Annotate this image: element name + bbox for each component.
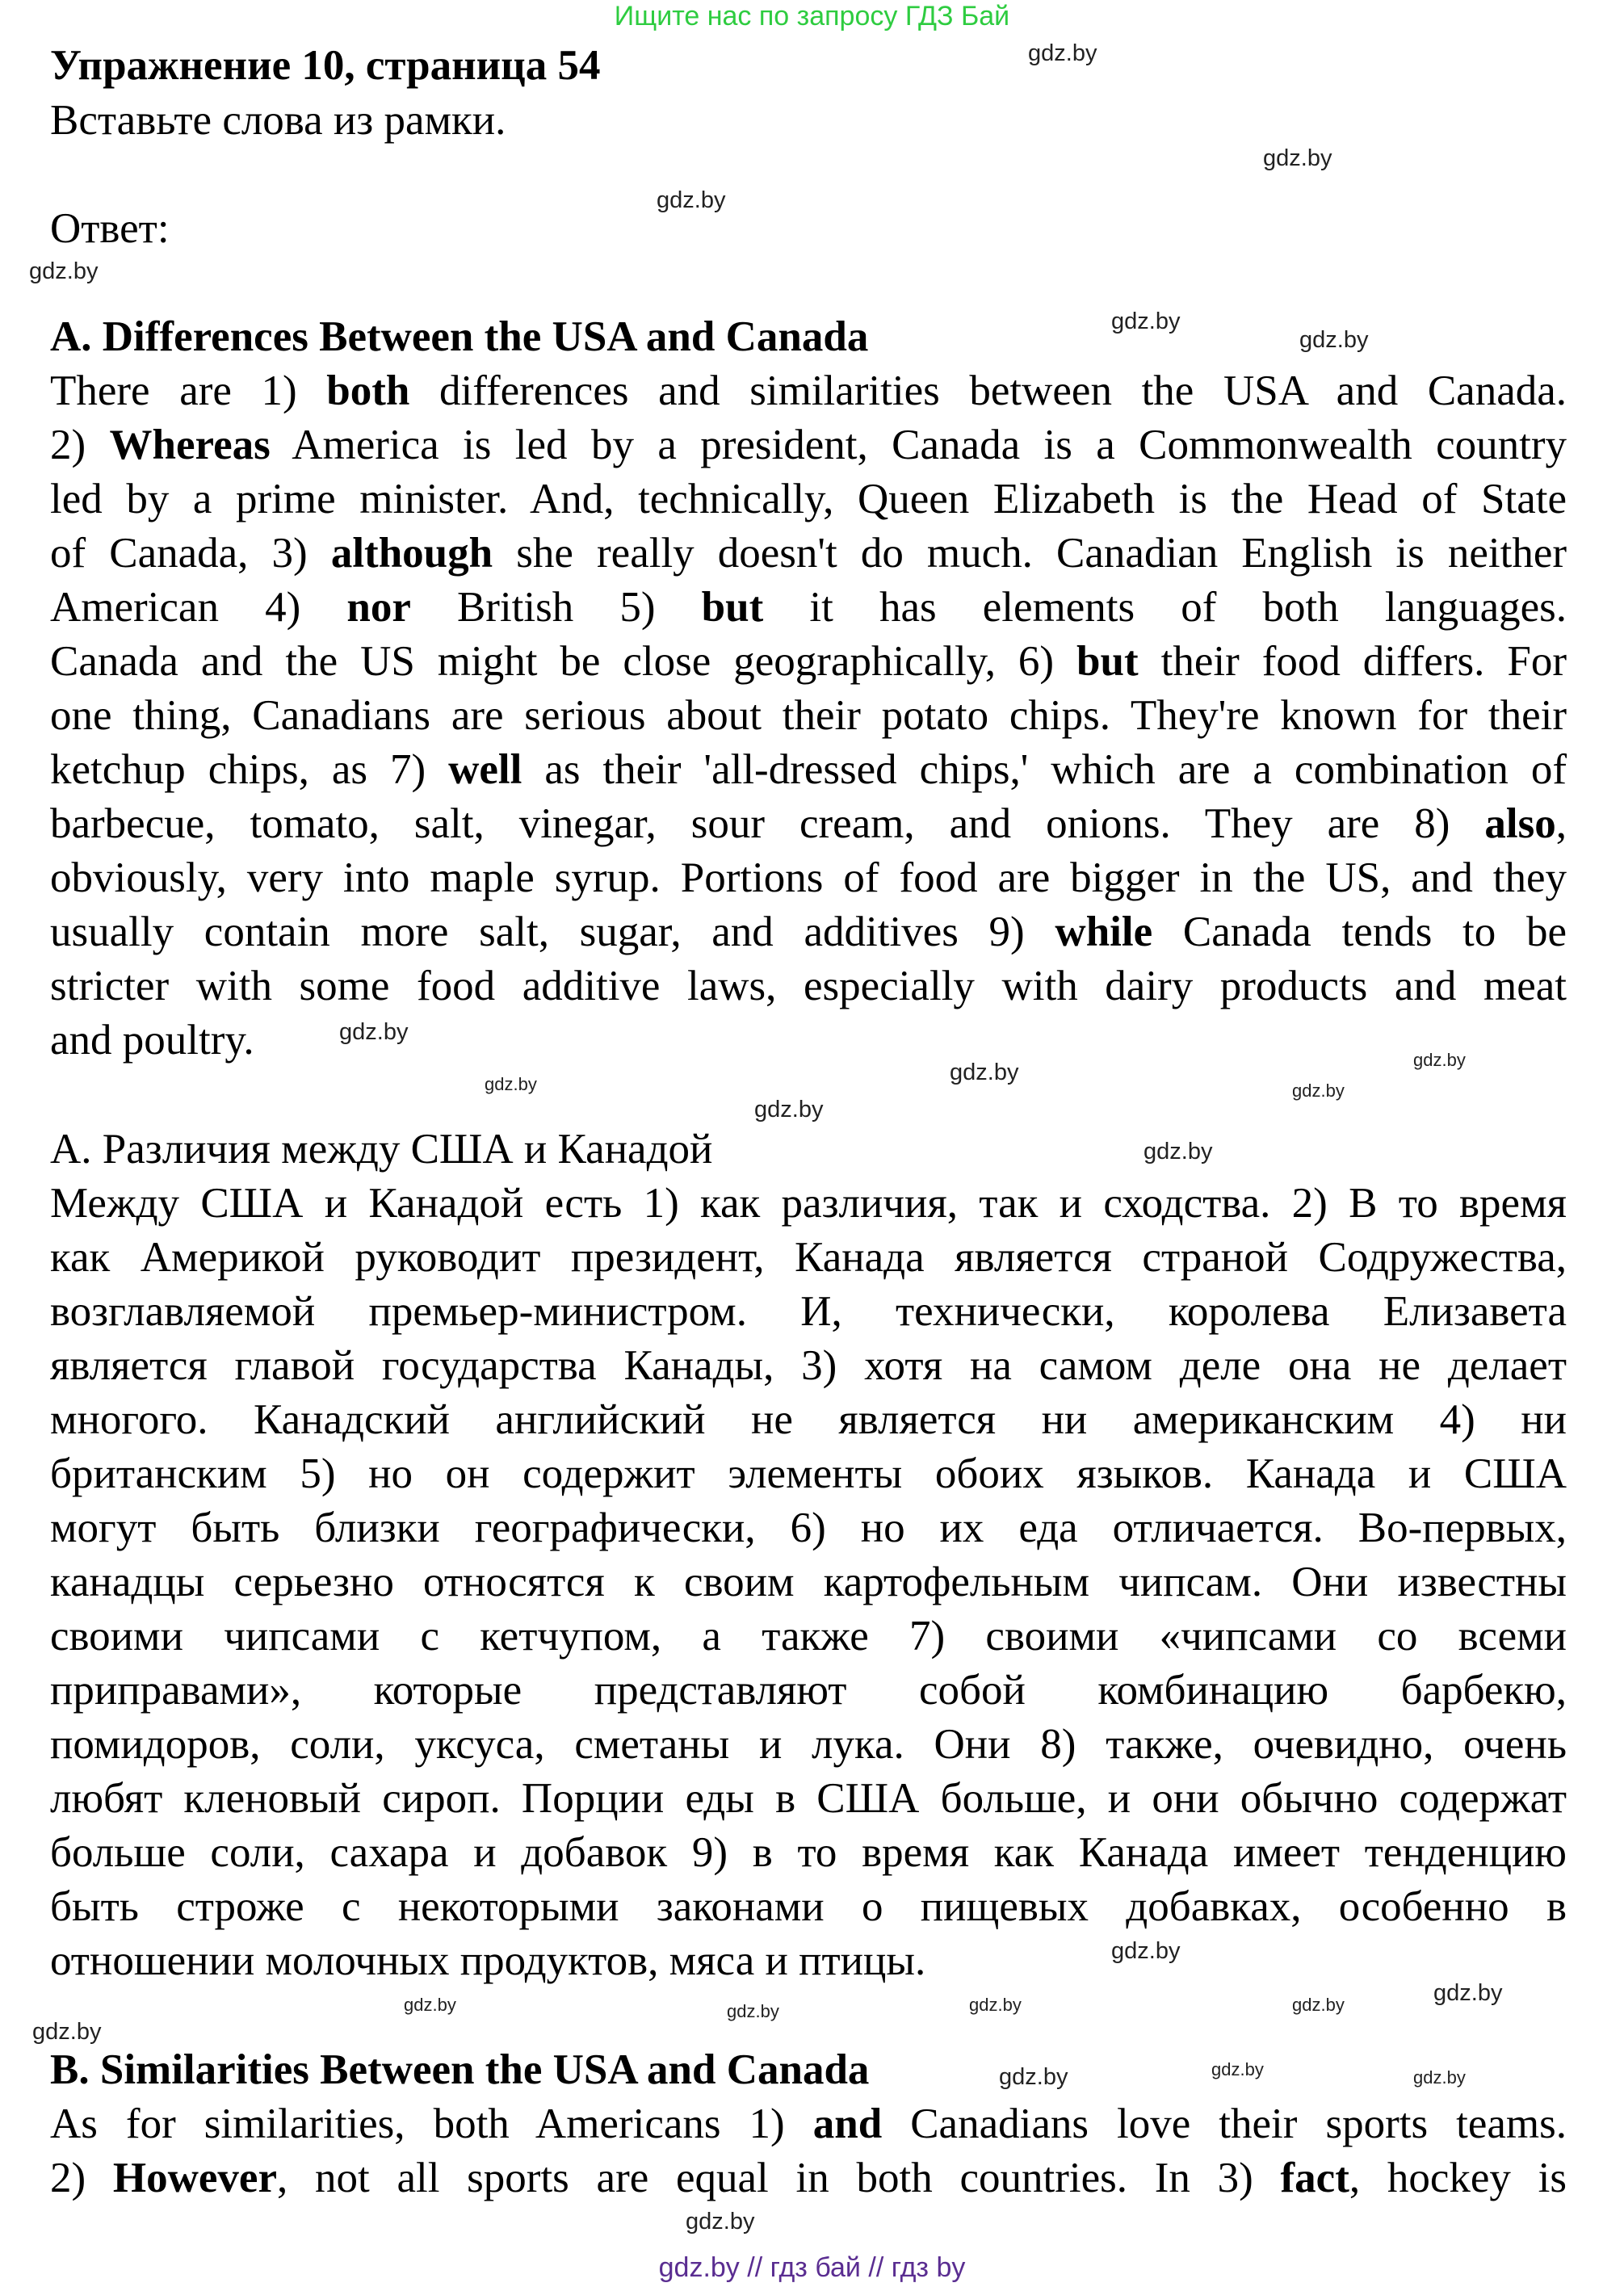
answer-word: but (1076, 638, 1139, 685)
answer-word: fact (1280, 2155, 1349, 2201)
watermark: gdz.by (657, 187, 726, 213)
watermark: gdz.by (1413, 2067, 1466, 2088)
watermark: gdz.by (485, 1074, 537, 1094)
text-segment: obviously, very into maple syrup. Portions of food are bigger in the US, and they (50, 854, 1567, 901)
watermark: gdz.by (1299, 327, 1369, 353)
watermark: gdz.by (686, 2209, 755, 2235)
section-a-english (50, 310, 1567, 1068)
watermark: gdz.by (1211, 2059, 1264, 2079)
answer-label: Ответ: (50, 205, 170, 252)
section-heading: A. Differences Between the USA and Canada (50, 313, 869, 360)
watermark: gdz.by (754, 1097, 824, 1123)
text-segment: как Америкой руководит президент, Канада является страной Содружества, (50, 1234, 1567, 1281)
text-segment: быть строже с некоторыми законами о пищевых добавках, особенно в (50, 1883, 1567, 1930)
section-heading: А. Различия между США и Канадой (50, 1126, 713, 1173)
watermark: gdz.by (1111, 1938, 1181, 1964)
text-segment: канадцы серьезно относятся к своим картофельным чипсам. Они известны (50, 1559, 1567, 1605)
watermark: gdz.by (32, 2019, 102, 2045)
search-banner[interactable]: Ищите нас по запросу ГДЗ Бай (614, 1, 1010, 31)
text-line (50, 1231, 1567, 1285)
text-line (50, 851, 1567, 905)
text-line (50, 1555, 1567, 1609)
watermark: gdz.by (1028, 40, 1097, 66)
text-line (50, 1772, 1567, 1826)
text-segment: America is led by a president, Canada is a Commonwealth country (270, 422, 1567, 468)
text-segment: , hockey is (1349, 2155, 1567, 2201)
answer-word: well (448, 746, 522, 793)
text-segment: является главой государства Канады, 3) хотя на самом деле она не делает (50, 1342, 1567, 1389)
text-segment: британским 5) но он содержит элементы обоих языков. Канада и США (50, 1450, 1567, 1497)
text-segment: , not all sports are equal in both countries. In 3) (276, 2155, 1281, 2201)
answer-word: nor (346, 584, 411, 631)
watermark: gdz.by (1292, 1995, 1345, 2015)
watermark: gdz.by (1413, 1050, 1466, 1070)
text-line (50, 1013, 1567, 1068)
text-segment: помидоров, соли, уксуса, сметаны и лука. Они 8) также, очевидно, очень (50, 1721, 1567, 1768)
section-b-english (50, 2043, 1567, 2205)
text-segment: There are 1) (50, 367, 327, 414)
answer-word: although (330, 530, 493, 577)
text-segment: могут быть близки географически, 6) но их еда отличается. Во-первых, (50, 1504, 1567, 1551)
text-line (50, 472, 1567, 527)
text-line (50, 1393, 1567, 1447)
text-line (50, 635, 1567, 689)
footer-links[interactable]: gdz.by // гдз бай // гдз by (658, 2252, 966, 2283)
text-line (50, 1826, 1567, 1880)
text-segment: Canadians love their sports teams. (882, 2100, 1567, 2147)
text-segment: ketchup chips, as 7) (50, 746, 449, 793)
text-segment: своими чипсами с кетчупом, а также 7) своими «чипсами со всеми (50, 1613, 1567, 1660)
text-segment: Canada tends to be (1152, 909, 1567, 955)
text-line (50, 418, 1567, 472)
text-segment: it has elements of both languages. (763, 584, 1567, 631)
text-segment: 2) (50, 2155, 113, 2201)
text-segment: and poultry. (50, 1017, 254, 1064)
text-segment: Между США и Канадой есть 1) как различия, так и сходства. 2) В то время (50, 1180, 1567, 1227)
text-line (50, 905, 1567, 959)
text-segment: больше соли, сахара и добавок 9) в то время как Канада имеет тенденцию (50, 1829, 1567, 1876)
text-segment: British 5) (410, 584, 702, 631)
answer-word: Whereas (109, 422, 271, 468)
task-text: Вставьте слова из рамки. (50, 97, 506, 144)
text-line (50, 2151, 1567, 2205)
text-line (50, 1339, 1567, 1393)
text-segment: American 4) (50, 584, 347, 631)
answer-word: but (701, 584, 764, 631)
text-line (50, 797, 1567, 851)
watermark: gdz.by (29, 258, 99, 284)
text-line (50, 1447, 1567, 1501)
text-segment: отношении молочных продуктов, мяса и птицы. (50, 1937, 926, 1984)
text-line (50, 1664, 1567, 1718)
text-segment: stricter with some food additive laws, especially with dairy products and meat (50, 963, 1567, 1009)
answer-word: However (112, 2155, 277, 2201)
answer-word: also (1484, 800, 1556, 847)
section-heading: B. Similarities Between the USA and Canada (50, 2046, 870, 2093)
text-line (50, 1177, 1567, 1231)
text-segment: приправами», которые представляют собой комбинацию барбекю, (50, 1667, 1567, 1714)
text-segment: As for similarities, both Americans 1) (50, 2100, 813, 2147)
text-segment: one thing, Canadians are serious about their potato chips. They're known for their (50, 692, 1567, 739)
text-line (50, 581, 1567, 635)
watermark: gdz.by (727, 2001, 779, 2021)
text-segment: led by a prime minister. And, technically, Queen Elizabeth is the Head of State (50, 476, 1567, 522)
text-segment: 2) (50, 422, 110, 468)
answer-word: while (1055, 909, 1153, 955)
text-line (50, 1501, 1567, 1555)
text-line (50, 364, 1567, 418)
text-segment: of Canada, 3) (50, 530, 331, 577)
text-line (50, 743, 1567, 797)
text-segment: многого. Канадский английский не является ни американским 4) ни (50, 1396, 1567, 1443)
text-line (50, 527, 1567, 581)
text-segment: Canada and the US might be close geographically, 6) (50, 638, 1077, 685)
page-title: Упражнение 10, страница 54 (50, 42, 601, 89)
watermark: gdz.by (404, 1995, 456, 2015)
answer-word: and (812, 2100, 883, 2147)
text-line (50, 1285, 1567, 1339)
text-line (50, 2097, 1567, 2151)
text-line (50, 689, 1567, 743)
watermark: gdz.by (1292, 1081, 1345, 1101)
text-segment: their food differs. For (1138, 638, 1567, 685)
text-line (50, 1609, 1567, 1664)
text-segment: usually contain more salt, sugar, and additives 9) (50, 909, 1055, 955)
watermark: gdz.by (950, 1060, 1019, 1085)
text-segment: differences and similarities between the USA and Canada. (409, 367, 1567, 414)
text-segment: barbecue, tomato, salt, vinegar, sour cream, and onions. They are 8) (50, 800, 1485, 847)
watermark: gdz.by (1144, 1139, 1213, 1164)
section-a-russian (50, 1123, 1567, 1988)
text-line (50, 959, 1567, 1013)
text-segment: as their 'all-dressed chips,' which are a combination of (522, 746, 1567, 793)
watermark: gdz.by (999, 2064, 1068, 2090)
text-segment: , (1555, 800, 1567, 847)
text-line (50, 1934, 1567, 1988)
text-segment: любят кленовый сироп. Порции еды в США больше, и они обычно содержат (50, 1775, 1567, 1822)
text-segment: возглавляемой премьер-министром. И, технически, королева Елизавета (50, 1288, 1567, 1335)
watermark: gdz.by (1433, 1980, 1503, 2006)
watermark: gdz.by (1111, 308, 1181, 334)
text-segment: she really doesn't do much. Canadian English is neither (493, 530, 1567, 577)
watermark: gdz.by (339, 1019, 409, 1045)
text-line (50, 1718, 1567, 1772)
watermark: gdz.by (1263, 145, 1332, 171)
answer-word: both (326, 367, 410, 414)
text-line (50, 1880, 1567, 1934)
watermark: gdz.by (969, 1995, 1022, 2015)
